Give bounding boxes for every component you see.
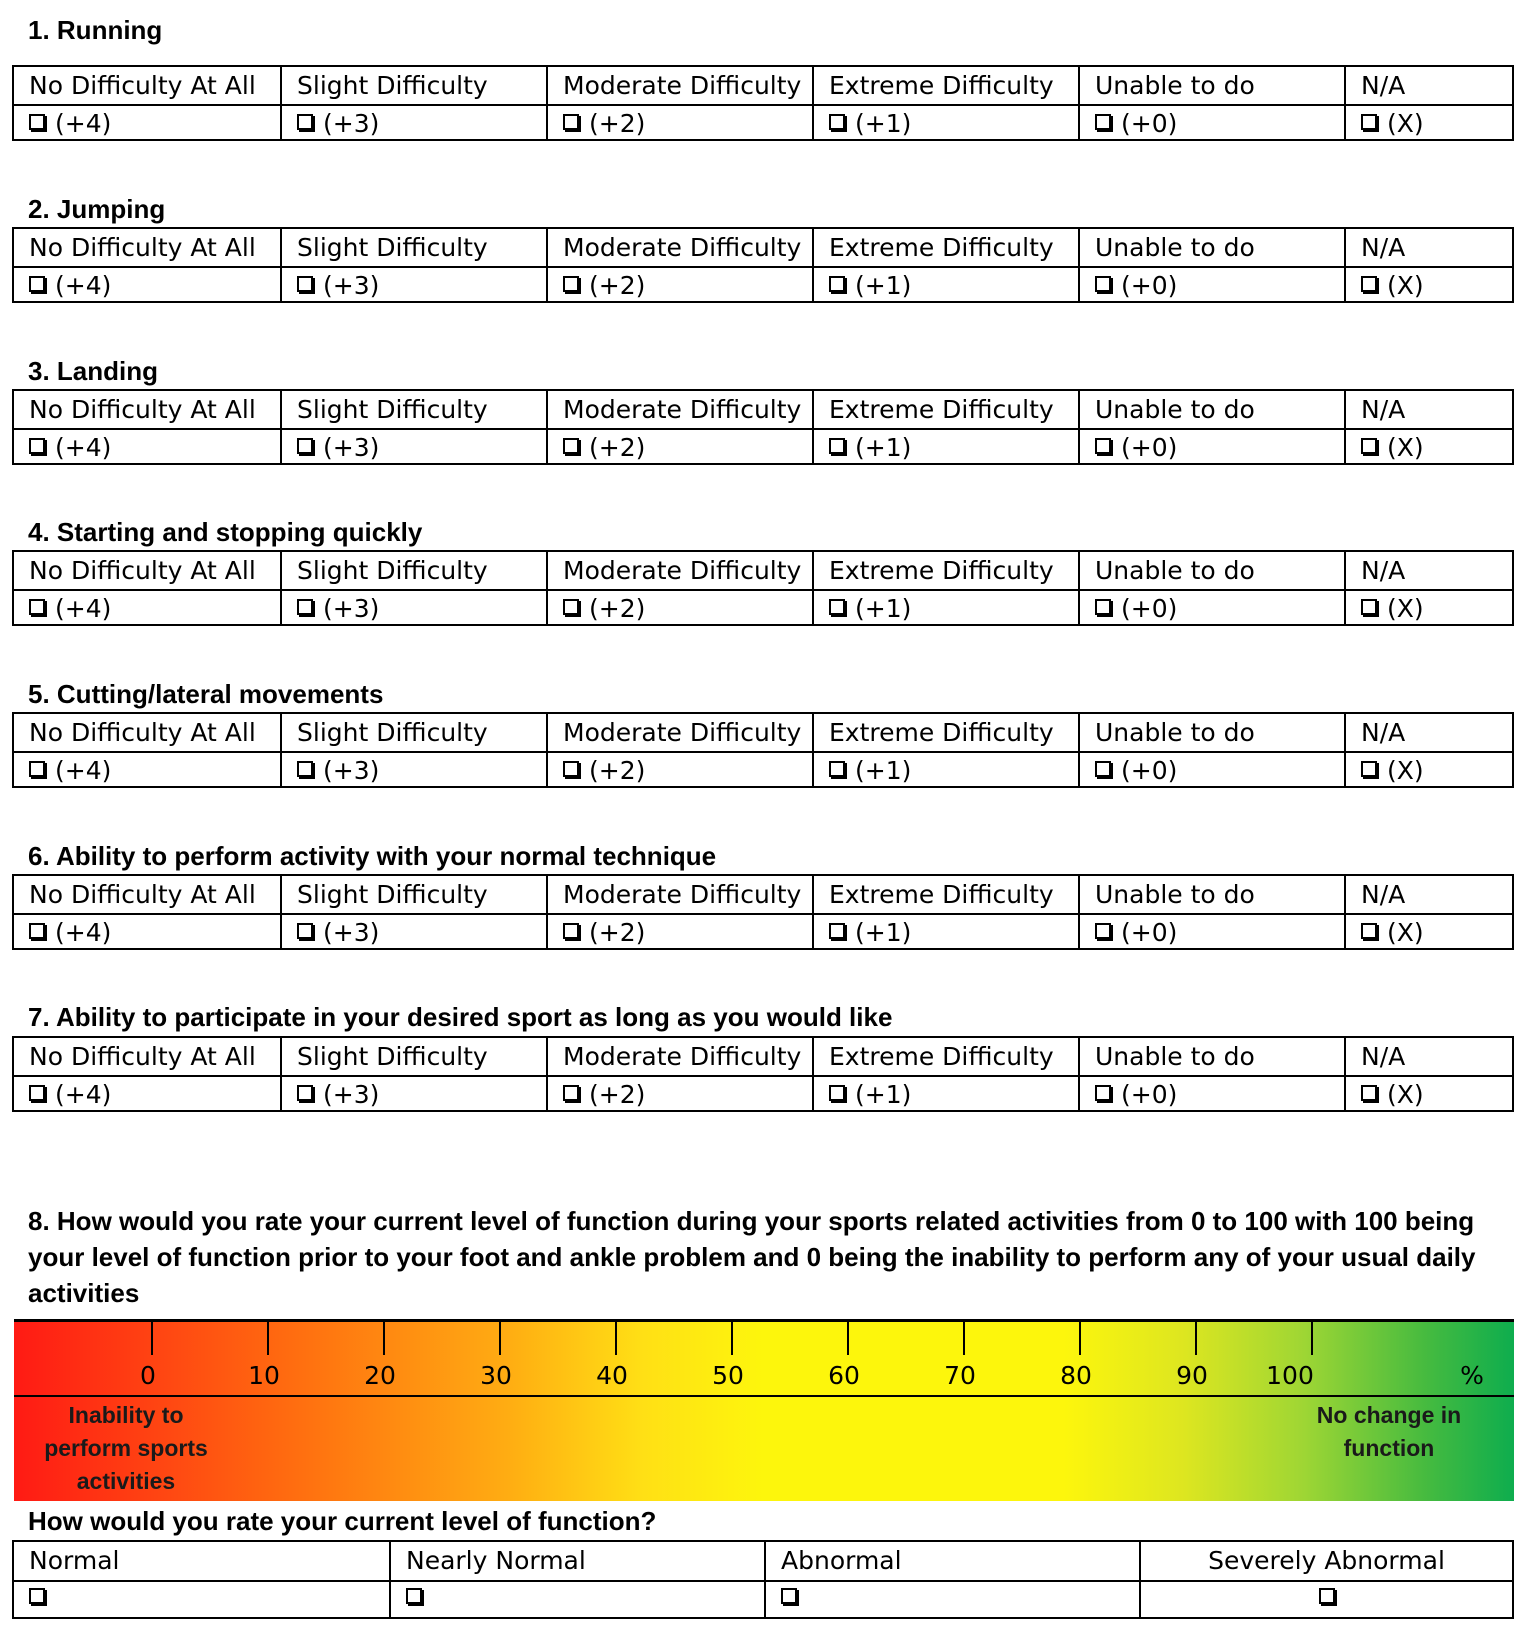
- option-label: Extreme Difficulty: [812, 876, 1078, 913]
- option-checkbox[interactable]: [829, 1076, 911, 1113]
- option-cell: [1078, 751, 1344, 788]
- option-cell: [280, 266, 546, 303]
- option-score: (+0): [1121, 917, 1178, 947]
- option-label: Slight Difficulty: [280, 229, 546, 266]
- scale-divider: [14, 1395, 1514, 1397]
- checkbox-icon[interactable]: [1095, 761, 1111, 777]
- option-score: (X): [1387, 755, 1424, 785]
- option-label: Extreme Difficulty: [812, 67, 1078, 104]
- option-checkbox[interactable]: [297, 752, 379, 789]
- option-label: Unable to do: [1078, 1038, 1344, 1075]
- option-score: (+0): [1121, 108, 1178, 138]
- checkbox-icon[interactable]: [1361, 1085, 1377, 1101]
- option-label: Extreme Difficulty: [812, 229, 1078, 266]
- option-score: (+1): [855, 755, 912, 785]
- option-checkbox-row: [14, 1075, 1512, 1112]
- scale-tick-label: 60: [828, 1361, 860, 1390]
- option-labels-row: [14, 391, 1512, 430]
- checkbox-icon[interactable]: [829, 599, 845, 615]
- option-checkbox[interactable]: [1361, 752, 1424, 789]
- question-title: 5. Cutting/lateral movements: [28, 679, 384, 709]
- option-labels-row: [14, 229, 1512, 268]
- option-cell: [812, 428, 1078, 465]
- scale-tick: [151, 1321, 153, 1355]
- checkbox-icon[interactable]: [829, 438, 845, 454]
- option-label: Slight Difficulty: [280, 714, 546, 751]
- option-checkbox[interactable]: [563, 267, 645, 304]
- option-score: (X): [1387, 432, 1424, 462]
- question-title: 3. Landing: [28, 356, 158, 386]
- option-cell: [546, 428, 812, 465]
- option-cell: [14, 751, 280, 788]
- option-label: Moderate Difficulty: [546, 391, 812, 428]
- function-option-label: Abnormal: [764, 1542, 1139, 1580]
- scale-tick-label: 90: [1176, 1361, 1208, 1390]
- checkbox-icon[interactable]: [29, 599, 45, 615]
- option-checkbox[interactable]: [297, 914, 379, 951]
- option-cell: [812, 266, 1078, 303]
- option-label: Moderate Difficulty: [546, 552, 812, 589]
- checkbox-icon[interactable]: [29, 1085, 45, 1101]
- option-score: (X): [1387, 593, 1424, 623]
- option-checkbox[interactable]: [829, 914, 911, 951]
- checkbox-icon[interactable]: [1361, 599, 1377, 615]
- option-cell: [280, 751, 546, 788]
- scale-tick: [1079, 1321, 1081, 1355]
- option-checkbox[interactable]: [1095, 914, 1177, 951]
- option-cell: [546, 751, 812, 788]
- option-label: Slight Difficulty: [280, 1038, 546, 1075]
- option-label: Unable to do: [1078, 391, 1344, 428]
- checkbox-icon[interactable]: [563, 438, 579, 454]
- option-checkbox[interactable]: [29, 752, 111, 789]
- function-option-label: Nearly Normal: [389, 1542, 764, 1580]
- option-checkbox-row: [14, 266, 1512, 303]
- option-cell: [1078, 428, 1344, 465]
- checkbox-icon[interactable]: [1095, 1085, 1111, 1101]
- option-label: Extreme Difficulty: [812, 552, 1078, 589]
- scale-low-label: Inability to perform sports activities: [44, 1402, 208, 1494]
- option-score: (+1): [855, 432, 912, 462]
- option-score: (+3): [323, 270, 380, 300]
- scale-tick: [267, 1321, 269, 1355]
- option-score: (+4): [55, 593, 112, 623]
- option-checkbox[interactable]: [1361, 590, 1424, 627]
- option-score: (+0): [1121, 432, 1178, 462]
- option-cell: [812, 104, 1078, 141]
- option-cell: [14, 266, 280, 303]
- difficulty-table: [12, 550, 1514, 626]
- option-cell: [546, 266, 812, 303]
- scale-tick: [383, 1321, 385, 1355]
- option-cell: [1078, 589, 1344, 626]
- scale-tick-label: 70: [944, 1361, 976, 1390]
- option-label: N/A: [1344, 1038, 1512, 1075]
- scale-tick-label: 50: [712, 1361, 744, 1390]
- option-checkbox[interactable]: [829, 590, 911, 627]
- option-label: Moderate Difficulty: [546, 876, 812, 913]
- scale-tick-label: 80: [1060, 1361, 1092, 1390]
- option-cell: [812, 751, 1078, 788]
- checkbox-icon[interactable]: [781, 1588, 797, 1604]
- option-checkbox[interactable]: [1361, 914, 1424, 951]
- option-cell: [1344, 913, 1512, 950]
- question-9-text: How would you rate your current level of function?: [28, 1506, 657, 1536]
- option-checkbox[interactable]: [297, 1076, 379, 1113]
- option-score: (X): [1387, 1079, 1424, 1109]
- checkbox-icon[interactable]: [1361, 761, 1377, 777]
- checkbox-icon[interactable]: [563, 1085, 579, 1101]
- checkbox-icon[interactable]: [297, 114, 313, 130]
- checkbox-icon[interactable]: [297, 438, 313, 454]
- scale-tick: [847, 1321, 849, 1355]
- function-option-label: Normal: [29, 1546, 120, 1575]
- option-label: Unable to do: [1078, 552, 1344, 589]
- checkbox-icon[interactable]: [829, 276, 845, 292]
- scale-tick-label: 100: [1266, 1361, 1314, 1390]
- scale-high-label: No change in function: [1316, 1402, 1462, 1461]
- option-score: (+0): [1121, 755, 1178, 785]
- option-label: Slight Difficulty: [280, 391, 546, 428]
- option-checkbox[interactable]: [563, 105, 645, 142]
- option-cell: [546, 913, 812, 950]
- question-title: 2. Jumping: [28, 194, 166, 224]
- option-score: (+2): [589, 1079, 646, 1109]
- option-checkbox[interactable]: [563, 1076, 645, 1113]
- function-option-cell: [1139, 1580, 1512, 1617]
- scale-tick: [1311, 1321, 1313, 1355]
- difficulty-table: [12, 712, 1514, 788]
- option-cell: [812, 913, 1078, 950]
- option-cell: [546, 1075, 812, 1112]
- scale-tick-label: 0: [140, 1361, 156, 1390]
- option-checkbox[interactable]: [297, 590, 379, 627]
- option-checkbox-row: [14, 428, 1512, 465]
- function-labels-row: [14, 1542, 1512, 1582]
- option-cell: [280, 913, 546, 950]
- checkbox-icon[interactable]: [563, 923, 579, 939]
- option-score: (+2): [589, 108, 646, 138]
- option-label: Unable to do: [1078, 876, 1344, 913]
- checkbox-icon[interactable]: [406, 1588, 422, 1604]
- option-checkbox[interactable]: [1095, 267, 1177, 304]
- option-score: (+2): [589, 270, 646, 300]
- option-label: Moderate Difficulty: [546, 67, 812, 104]
- option-score: (+0): [1121, 593, 1178, 623]
- option-cell: [812, 1075, 1078, 1112]
- option-cell: [280, 589, 546, 626]
- option-label: N/A: [1344, 714, 1512, 751]
- option-score: (+4): [55, 917, 112, 947]
- scale-tick-label: 10: [248, 1361, 280, 1390]
- option-score: (+1): [855, 270, 912, 300]
- option-label: No Difficulty At All: [29, 233, 256, 262]
- option-checkbox[interactable]: [829, 752, 911, 789]
- option-score: (+3): [323, 1079, 380, 1109]
- option-checkbox[interactable]: [1361, 1076, 1424, 1113]
- option-label: Extreme Difficulty: [812, 714, 1078, 751]
- option-cell: [1344, 428, 1512, 465]
- option-label: Extreme Difficulty: [812, 391, 1078, 428]
- checkbox-icon[interactable]: [29, 1588, 45, 1604]
- option-cell: [1078, 266, 1344, 303]
- option-labels-row: [14, 876, 1512, 915]
- option-cell: [280, 1075, 546, 1112]
- option-checkbox-row: [14, 751, 1512, 788]
- option-cell: [14, 589, 280, 626]
- option-score: (+1): [855, 593, 912, 623]
- option-cell: [1344, 751, 1512, 788]
- option-cell: [1344, 589, 1512, 626]
- checkbox-icon[interactable]: [297, 761, 313, 777]
- checkbox-icon[interactable]: [1361, 923, 1377, 939]
- difficulty-table: [12, 389, 1514, 465]
- option-score: (+3): [323, 755, 380, 785]
- option-labels-row: [14, 552, 1512, 591]
- option-cell: [1078, 913, 1344, 950]
- scale-tick: [1195, 1321, 1197, 1355]
- checkbox-icon[interactable]: [829, 761, 845, 777]
- option-checkbox[interactable]: [297, 105, 379, 142]
- question-8-text: 8. How would you rate your current level of function during your sports related activities from 0 to 100 with 100 being your level of function prior to your foot and ankle problem and 0 being the inability to perform any of your usual daily activities: [28, 1206, 1476, 1308]
- option-checkbox[interactable]: [1361, 105, 1424, 142]
- option-score: (+4): [55, 755, 112, 785]
- scale-tick-label: 40: [596, 1361, 628, 1390]
- option-cell: [14, 428, 280, 465]
- checkbox-icon[interactable]: [1361, 114, 1377, 130]
- option-cell: [1344, 266, 1512, 303]
- option-cell: [280, 104, 546, 141]
- option-cell: [546, 589, 812, 626]
- scale-unit: %: [1460, 1361, 1484, 1390]
- option-label: No Difficulty At All: [29, 1042, 256, 1071]
- option-score: (+1): [855, 1079, 912, 1109]
- scale-tick-label: 30: [480, 1361, 512, 1390]
- scale-tick: [963, 1321, 965, 1355]
- option-score: (+3): [323, 917, 380, 947]
- scale-tick-label: 20: [364, 1361, 396, 1390]
- checkbox-icon[interactable]: [1095, 276, 1111, 292]
- option-score: (+2): [589, 917, 646, 947]
- option-label: No Difficulty At All: [29, 395, 256, 424]
- option-label: Unable to do: [1078, 229, 1344, 266]
- option-score: (+4): [55, 108, 112, 138]
- option-checkbox[interactable]: [297, 267, 379, 304]
- option-checkbox-row: [14, 913, 1512, 950]
- checkbox-icon[interactable]: [297, 599, 313, 615]
- option-checkbox[interactable]: [563, 590, 645, 627]
- checkbox-icon[interactable]: [1095, 438, 1111, 454]
- checkbox-icon[interactable]: [29, 114, 45, 130]
- checkbox-icon[interactable]: [29, 276, 45, 292]
- checkbox-icon[interactable]: [29, 438, 45, 454]
- option-checkbox[interactable]: [29, 590, 111, 627]
- option-labels-row: [14, 714, 1512, 753]
- option-cell: [14, 1075, 280, 1112]
- option-score: (X): [1387, 270, 1424, 300]
- scale-tick: [615, 1321, 617, 1355]
- option-cell: [546, 104, 812, 141]
- option-checkbox[interactable]: [1361, 267, 1424, 304]
- checkbox-icon[interactable]: [829, 114, 845, 130]
- option-checkbox[interactable]: [1095, 590, 1177, 627]
- checkbox-icon[interactable]: [1095, 599, 1111, 615]
- scale-tick: [499, 1321, 501, 1355]
- function-scale[interactable]: [14, 1319, 1514, 1501]
- option-label: N/A: [1344, 391, 1512, 428]
- option-label: No Difficulty At All: [29, 71, 256, 100]
- option-checkbox[interactable]: [1095, 105, 1177, 142]
- option-cell: [14, 913, 280, 950]
- option-label: Slight Difficulty: [280, 876, 546, 913]
- option-score: (+2): [589, 593, 646, 623]
- option-labels-row: [14, 1038, 1512, 1077]
- option-label: No Difficulty At All: [29, 718, 256, 747]
- option-checkbox[interactable]: [1095, 752, 1177, 789]
- option-label: Moderate Difficulty: [546, 714, 812, 751]
- difficulty-table: [12, 227, 1514, 303]
- option-checkbox[interactable]: [1095, 429, 1177, 466]
- checkbox-icon[interactable]: [1361, 276, 1377, 292]
- option-label: No Difficulty At All: [29, 880, 256, 909]
- question-title: 6. Ability to perform activity with your normal technique: [28, 841, 717, 871]
- checkbox-icon[interactable]: [29, 923, 45, 939]
- function-option-cell: [764, 1580, 1139, 1617]
- option-checkbox[interactable]: [29, 105, 111, 142]
- option-label: Slight Difficulty: [280, 67, 546, 104]
- difficulty-table: [12, 65, 1514, 141]
- overall-function-table: [12, 1540, 1514, 1619]
- option-label: Moderate Difficulty: [546, 1038, 812, 1075]
- option-label: Slight Difficulty: [280, 552, 546, 589]
- option-cell: [1078, 1075, 1344, 1112]
- option-cell: [812, 589, 1078, 626]
- option-score: (+0): [1121, 1079, 1178, 1109]
- difficulty-table: [12, 1036, 1514, 1112]
- option-label: N/A: [1344, 552, 1512, 589]
- checkbox-icon[interactable]: [563, 761, 579, 777]
- option-checkbox[interactable]: [29, 914, 111, 951]
- option-score: (+3): [323, 432, 380, 462]
- scale-tick: [731, 1321, 733, 1355]
- checkbox-icon[interactable]: [1361, 438, 1377, 454]
- option-checkbox[interactable]: [829, 105, 911, 142]
- option-score: (+3): [323, 108, 380, 138]
- option-score: (+3): [323, 593, 380, 623]
- option-score: (X): [1387, 108, 1424, 138]
- function-option-cell: [14, 1580, 389, 1617]
- option-label: N/A: [1344, 229, 1512, 266]
- option-score: (+1): [855, 108, 912, 138]
- checkbox-icon[interactable]: [29, 761, 45, 777]
- option-checkbox[interactable]: [829, 267, 911, 304]
- difficulty-table: [12, 874, 1514, 950]
- option-score: (+0): [1121, 270, 1178, 300]
- option-score: (+1): [855, 917, 912, 947]
- checkbox-icon[interactable]: [1319, 1588, 1335, 1604]
- option-checkbox-row: [14, 589, 1512, 626]
- option-checkbox[interactable]: [563, 752, 645, 789]
- question-title: 4. Starting and stopping quickly: [28, 517, 423, 547]
- option-label: N/A: [1344, 876, 1512, 913]
- option-checkbox[interactable]: [563, 914, 645, 951]
- option-checkbox[interactable]: [297, 429, 379, 466]
- option-label: Moderate Difficulty: [546, 229, 812, 266]
- option-score: (+2): [589, 432, 646, 462]
- option-cell: [1344, 104, 1512, 141]
- option-cell: [1078, 104, 1344, 141]
- checkbox-icon[interactable]: [563, 599, 579, 615]
- checkbox-icon[interactable]: [563, 276, 579, 292]
- option-checkbox[interactable]: [29, 1076, 111, 1113]
- checkbox-icon[interactable]: [829, 923, 845, 939]
- option-checkbox[interactable]: [29, 267, 111, 304]
- function-checkbox-row: [14, 1580, 1512, 1617]
- function-option-cell: [389, 1580, 764, 1617]
- question-title: 1. Running: [28, 15, 163, 45]
- option-checkbox[interactable]: [29, 429, 111, 466]
- question-title: 7. Ability to participate in your desired sport as long as you would like: [28, 1002, 893, 1032]
- checkbox-icon[interactable]: [829, 1085, 845, 1101]
- option-label: N/A: [1344, 67, 1512, 104]
- option-checkbox-row: [14, 104, 1512, 141]
- option-label: Unable to do: [1078, 714, 1344, 751]
- checkbox-icon[interactable]: [297, 923, 313, 939]
- option-cell: [14, 104, 280, 141]
- checkbox-icon[interactable]: [563, 114, 579, 130]
- option-label: Unable to do: [1078, 67, 1344, 104]
- option-score: (+4): [55, 432, 112, 462]
- function-option-label: Severely Abnormal: [1139, 1542, 1512, 1580]
- checkbox-icon[interactable]: [1095, 114, 1111, 130]
- option-checkbox[interactable]: [1095, 1076, 1177, 1113]
- checkbox-icon[interactable]: [297, 1085, 313, 1101]
- option-score: (X): [1387, 917, 1424, 947]
- option-checkbox[interactable]: [829, 429, 911, 466]
- scale-top-border: [14, 1319, 1514, 1322]
- option-checkbox[interactable]: [563, 429, 645, 466]
- option-score: (+4): [55, 1079, 112, 1109]
- option-label: No Difficulty At All: [29, 556, 256, 585]
- option-cell: [1344, 1075, 1512, 1112]
- option-score: (+2): [589, 755, 646, 785]
- checkbox-icon[interactable]: [297, 276, 313, 292]
- option-score: (+4): [55, 270, 112, 300]
- option-label: Extreme Difficulty: [812, 1038, 1078, 1075]
- option-checkbox[interactable]: [1361, 429, 1424, 466]
- option-cell: [280, 428, 546, 465]
- checkbox-icon[interactable]: [1095, 923, 1111, 939]
- option-labels-row: [14, 67, 1512, 106]
